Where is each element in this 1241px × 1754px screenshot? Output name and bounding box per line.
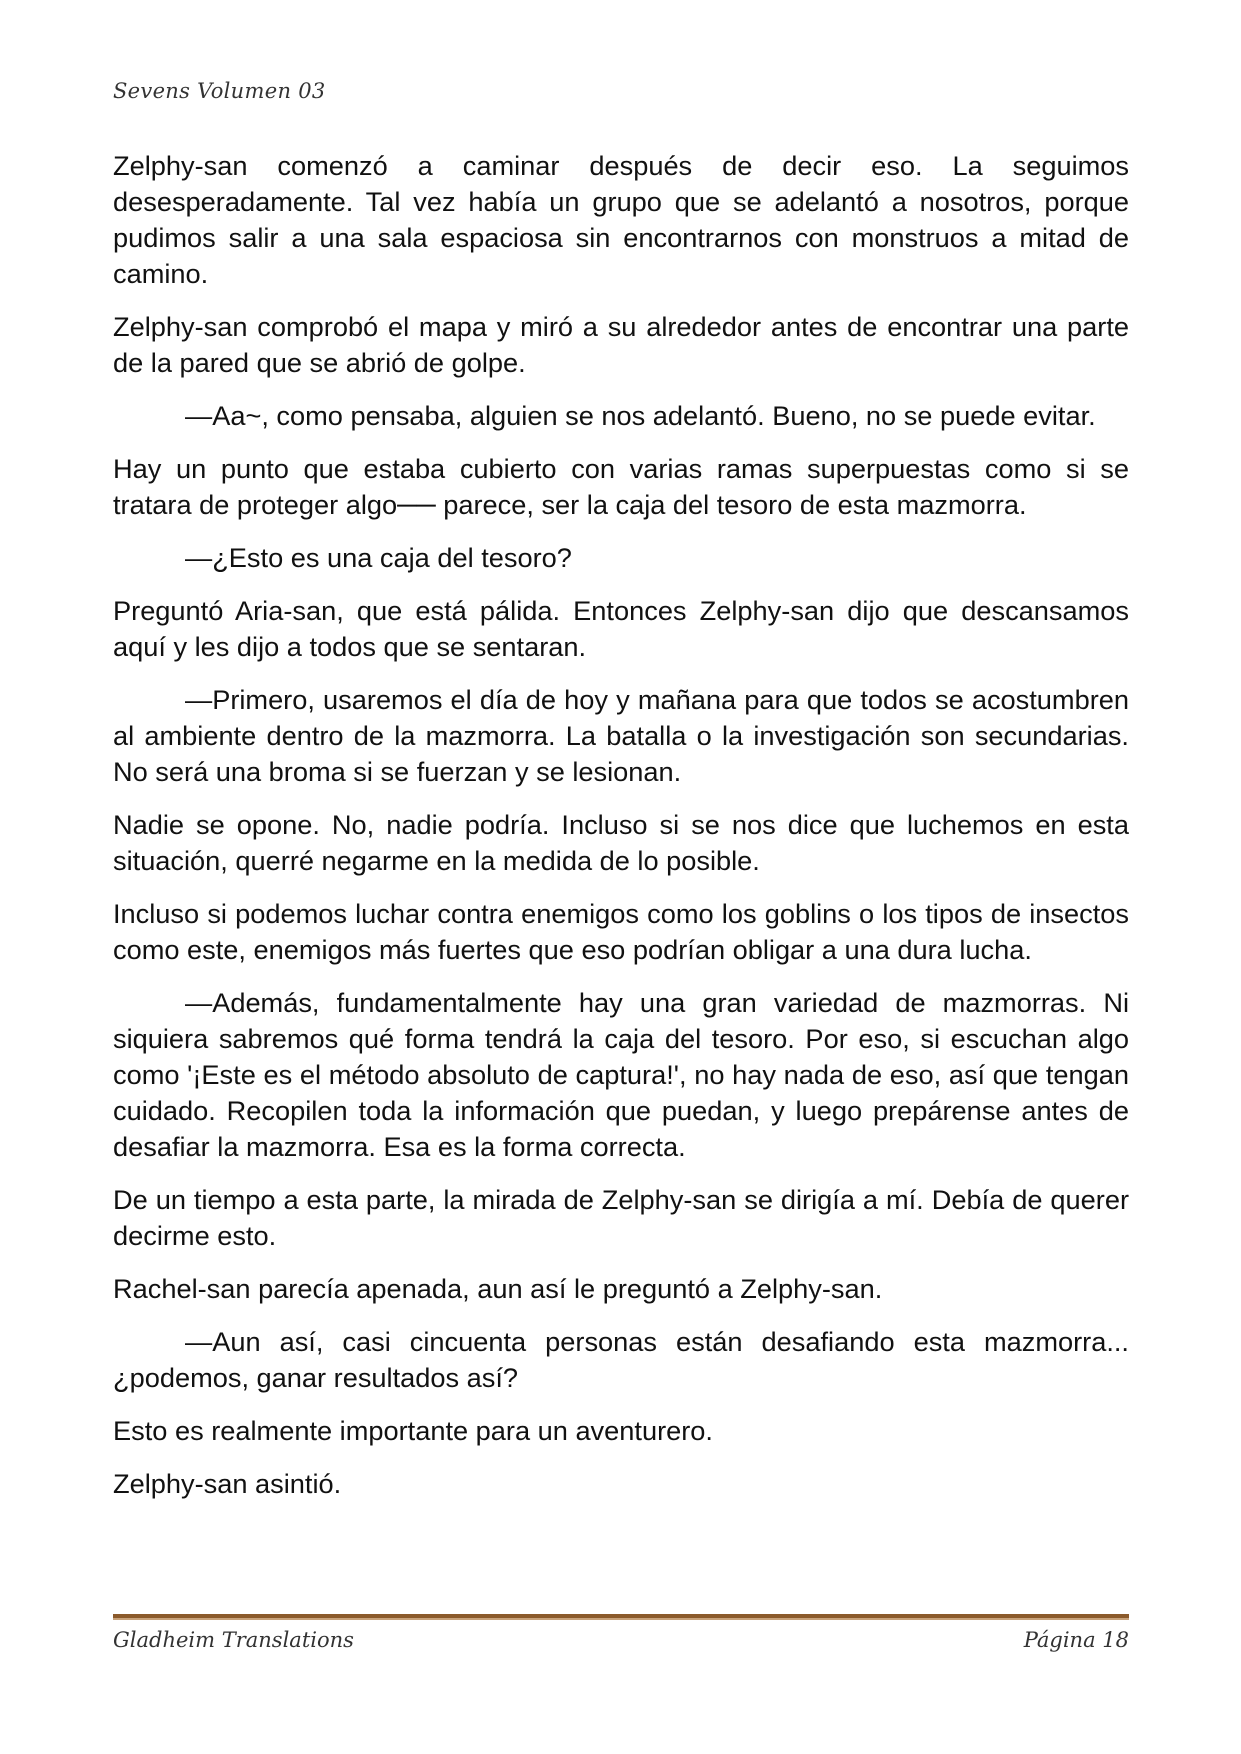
dialog-paragraph: —Primero, usaremos el día de hoy y mañana para que todos se acostumbren al ambiente dentro de la mazmorra. La batalla o la investigación son secundarias. No será una broma si se fuerzan y se lesionan. <box>113 684 1129 787</box>
paragraph: Preguntó Aria-san, que está pálida. Entonces Zelphy-san dijo que descansamos aquí y les dijo a todos que se sentaran. <box>113 595 1129 662</box>
paragraph: De un tiempo a esta parte, la mirada de Zelphy-san se dirigía a mí. Debía de querer decirme esto. <box>113 1184 1129 1251</box>
paragraph: Rachel-san parecía apenada, aun así le preguntó a Zelphy-san. <box>113 1273 883 1304</box>
paragraph: Incluso si podemos luchar contra enemigos como los goblins o los tipos de insectos como este, enemigos más fuertes que eso podrían obligar a una dura lucha. <box>113 898 1129 965</box>
dialog-paragraph: —Aa~, como pensaba, alguien se nos adelantó. Bueno, no se puede evitar. <box>185 400 1096 431</box>
page-number: Página 18 <box>1023 1628 1129 1652</box>
dialog-paragraph: —Además, fundamentalmente hay una gran variedad de mazmorras. Ni siquiera sabremos qué forma tendrá la caja del tesoro. Por eso, si escuchan algo como '¡Este es el método absoluto de captura!', no hay nada de eso, así que tengan cuidado. Recopilen toda la información que puedan, y luego prepárense antes de desafiar la mazmorra. Esa es la forma correcta. <box>113 987 1129 1162</box>
paragraph: Nadie se opone. No, nadie podría. Incluso si se nos dice que luchemos en esta situación, querré negarme en la medida de lo posible. <box>113 809 1129 876</box>
paragraph: Esto es realmente importante para un aventurero. <box>113 1415 713 1446</box>
paragraph: Zelphy-san comenzó a caminar después de decir eso. La seguimos desesperadamente. Tal vez había un grupo que se adelantó a nosotros, porque pudimos salir a una sala espaciosa sin encontrarnos con monstruos a mitad de camino. <box>113 150 1129 289</box>
page-body <box>113 148 1129 1519</box>
paragraph: Hay un punto que estaba cubierto con varias ramas superpuestas como si se tratara de proteger algo── parece, ser la caja del tesoro de esta mazmorra. <box>113 453 1129 520</box>
paragraph: Zelphy-san asintió. <box>113 1468 342 1499</box>
dialog-paragraph: —Aun así, casi cincuenta personas están desafiando esta mazmorra... ¿podemos, ganar resultados así? <box>113 1326 1129 1393</box>
footer-credit: Gladheim Translations <box>113 1628 354 1652</box>
running-header: Sevens Volumen 03 <box>113 79 326 103</box>
paragraph: Zelphy-san comprobó el mapa y miró a su alrededor antes de encontrar una parte de la pared que se abrió de golpe. <box>113 311 1129 378</box>
dialog-paragraph: —¿Esto es una caja del tesoro? <box>185 542 572 573</box>
footer-divider <box>113 1614 1129 1620</box>
